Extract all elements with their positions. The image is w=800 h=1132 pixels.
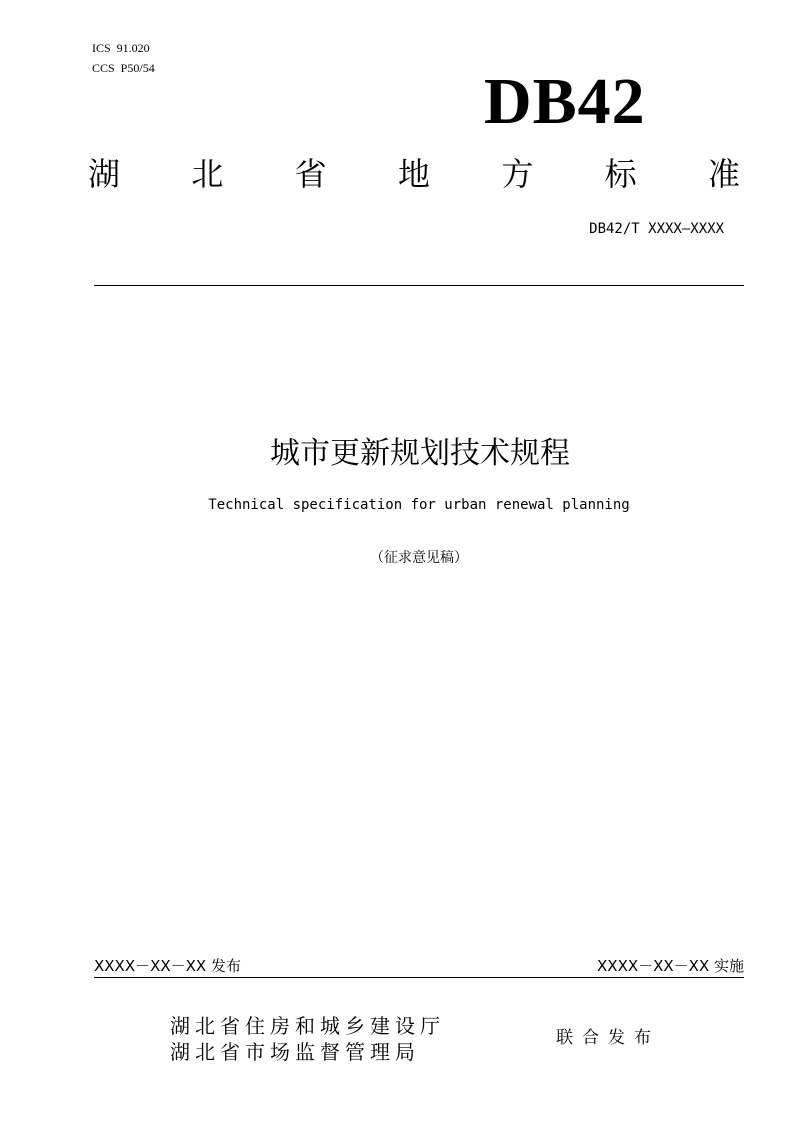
standard-type-char: 省 xyxy=(294,155,327,193)
issuer-market-supervision: 湖北省市场监督管理局 xyxy=(170,1040,420,1064)
document-title-english: Technical specification for urban renewal planning xyxy=(208,497,630,513)
publish-date: XXXX－XX－XX 发布 xyxy=(94,957,241,975)
standard-code-mark: DB42 xyxy=(484,65,646,138)
ics-code: ICS 91.020 xyxy=(92,41,150,55)
standard-type-char: 方 xyxy=(501,155,534,193)
standard-type-char: 北 xyxy=(191,155,224,193)
issuing-authorities xyxy=(170,1013,445,1065)
draft-status-note: （征求意见稿） xyxy=(370,550,468,566)
standard-type-char: 湖 xyxy=(88,155,121,193)
classification-codes xyxy=(92,38,155,78)
implement-date: XXXX－XX－XX 实施 xyxy=(597,957,744,975)
joint-issue-label: 联合发布 xyxy=(556,1028,660,1048)
standard-number: DB42/T XXXX—XXXX xyxy=(589,221,724,237)
standard-type-char: 标 xyxy=(604,155,637,193)
top-divider xyxy=(94,285,744,286)
standard-type-heading xyxy=(88,150,740,198)
standard-type-char: 地 xyxy=(397,155,430,193)
document-title-chinese: 城市更新规划技术规程 xyxy=(270,436,570,471)
bottom-divider xyxy=(94,977,744,978)
standard-type-char: 准 xyxy=(707,155,740,193)
issuer-housing-department: 湖北省住房和城乡建设厅 xyxy=(170,1014,445,1038)
ccs-code: CCS P50/54 xyxy=(92,61,155,75)
